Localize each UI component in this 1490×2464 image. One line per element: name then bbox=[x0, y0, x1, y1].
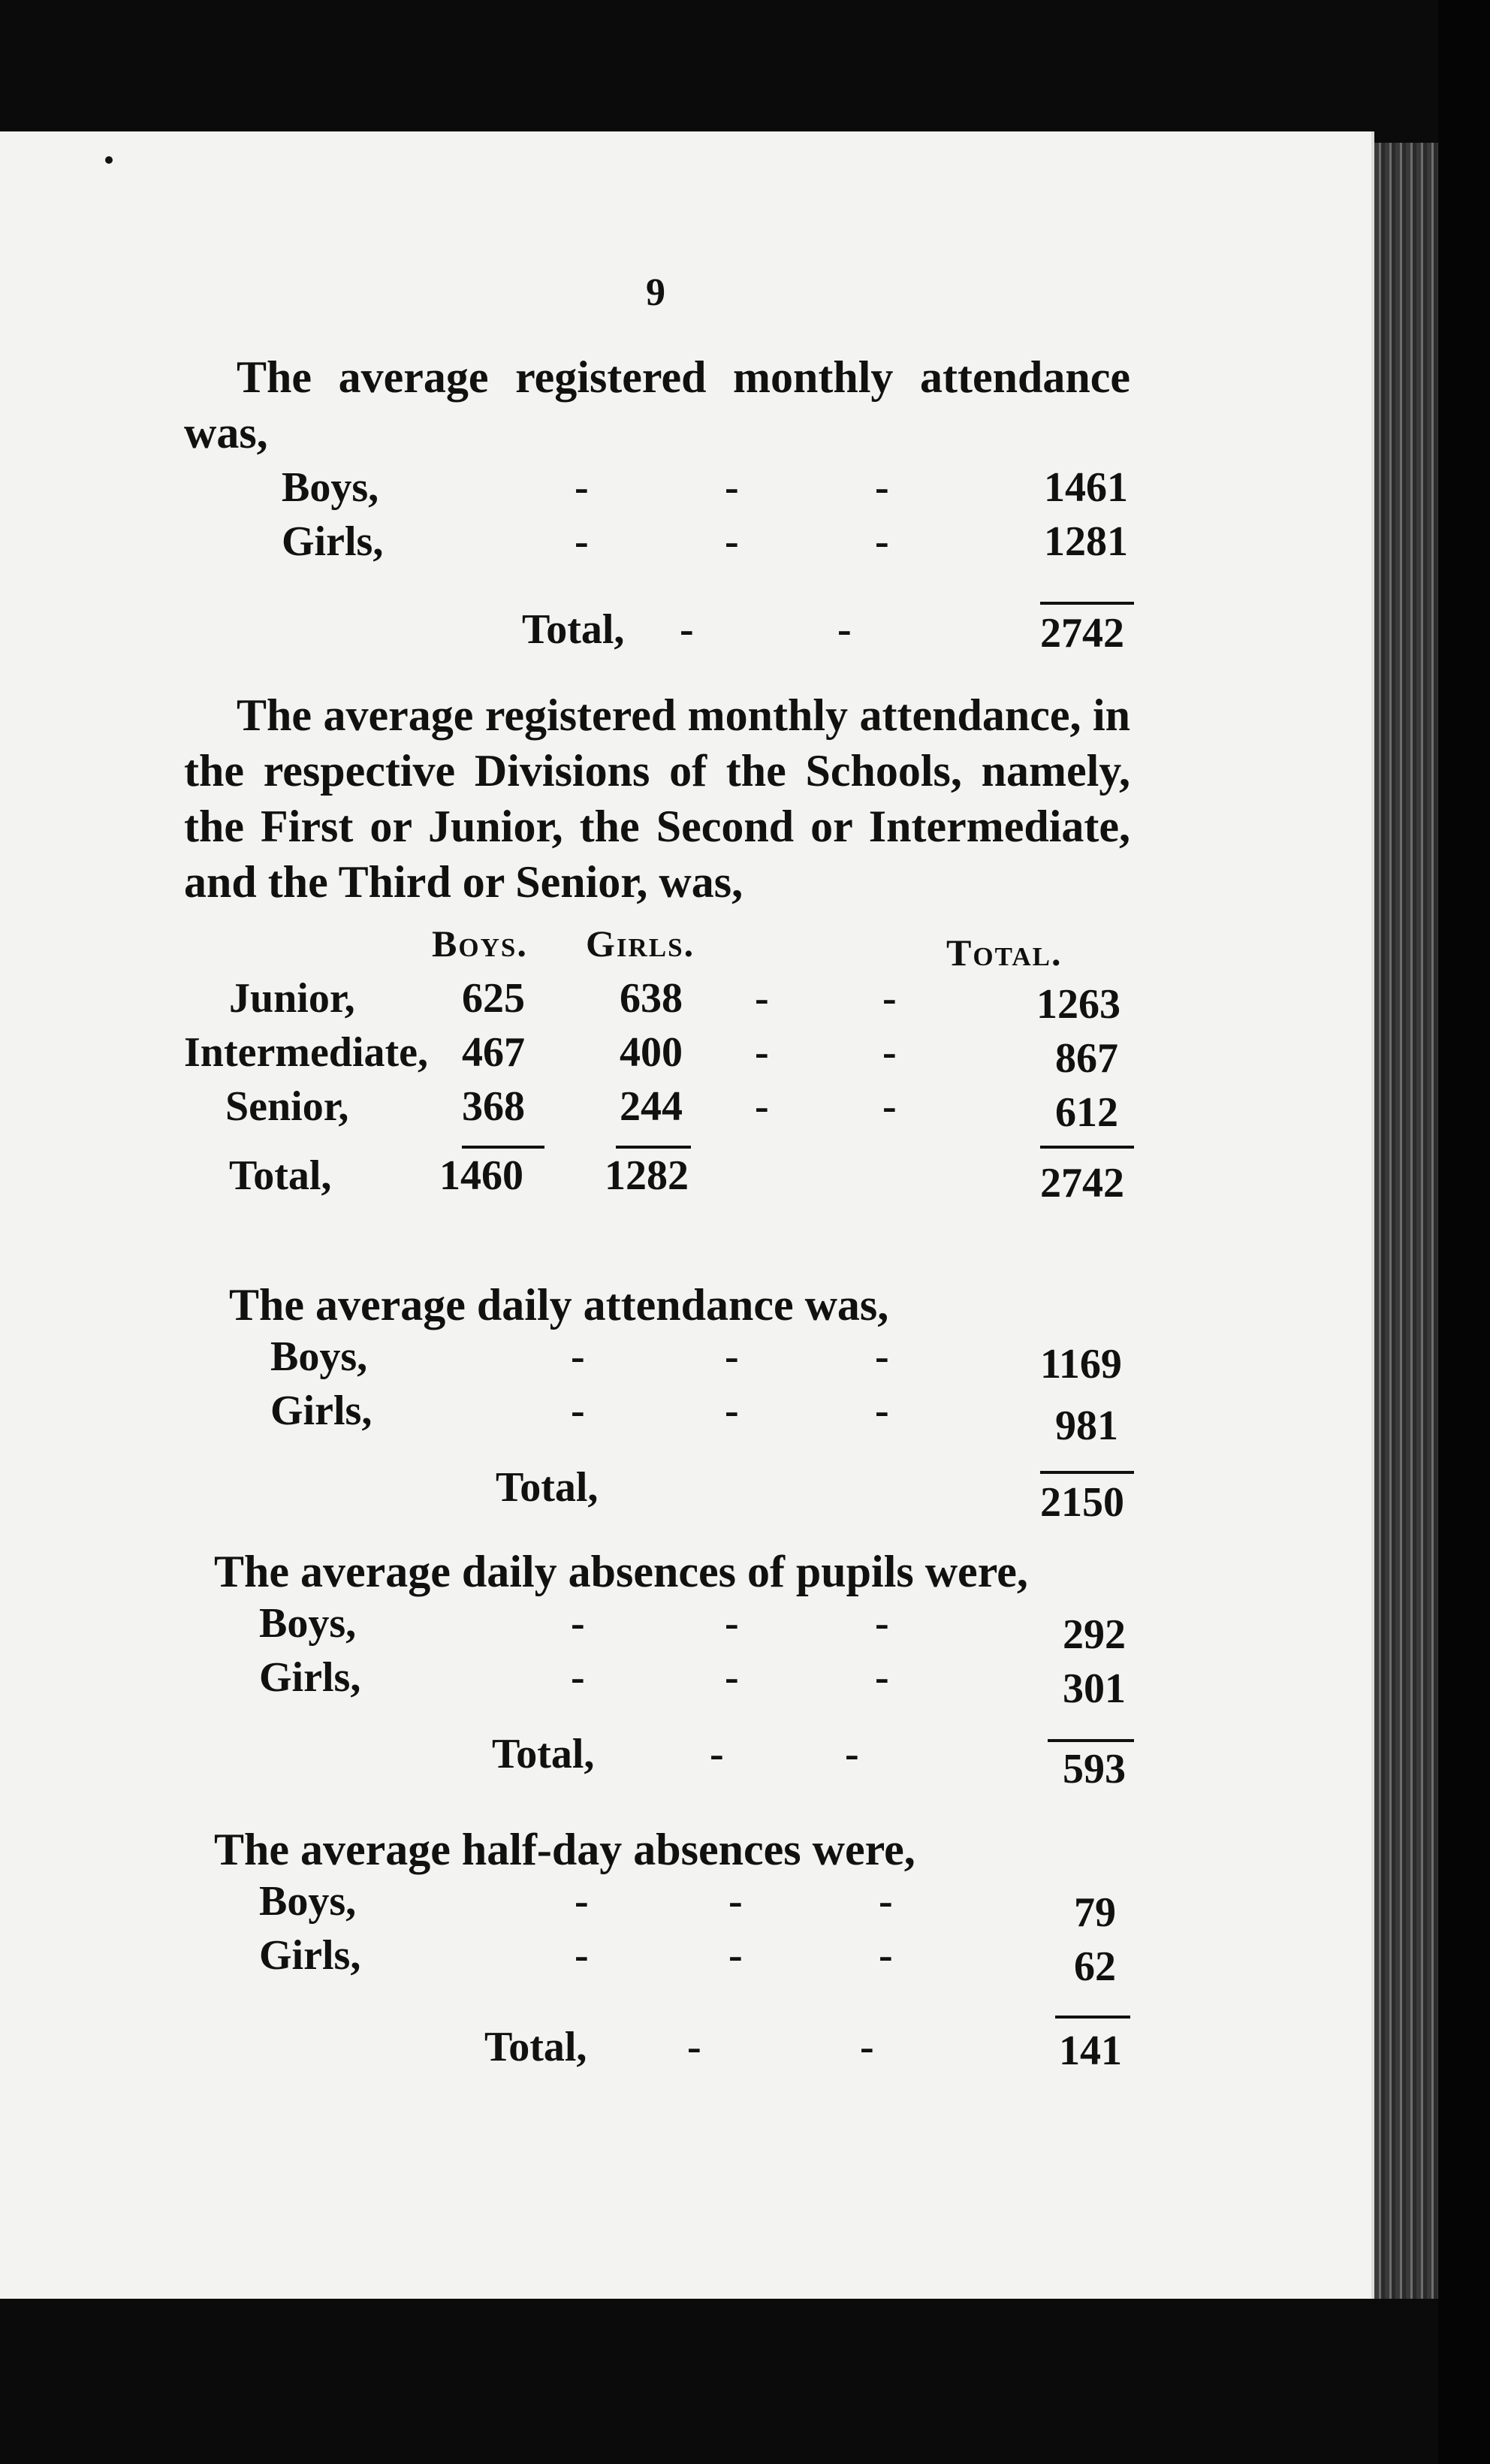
section-division-attendance bbox=[184, 687, 1130, 1204]
table-row bbox=[184, 1387, 1130, 1449]
section-intro: The average daily attendance was, bbox=[229, 1280, 889, 1330]
table-row bbox=[184, 1028, 1130, 1083]
leader-dash: - bbox=[571, 1654, 585, 1701]
total-rule bbox=[1040, 602, 1134, 605]
row-label: Senior, bbox=[225, 1083, 349, 1130]
cell-girls: 1282 bbox=[605, 1152, 689, 1199]
total-rule bbox=[616, 1146, 691, 1149]
leader-dash: - bbox=[680, 606, 694, 653]
cell-boys: 625 bbox=[462, 975, 525, 1022]
leader-dash: - bbox=[687, 2024, 701, 2070]
scan-border bbox=[1438, 0, 1490, 2464]
leader-dash: - bbox=[575, 464, 589, 511]
header-boys: Boys. bbox=[432, 922, 528, 965]
row-label: Junior, bbox=[229, 975, 355, 1022]
total-value: 141 bbox=[1059, 2028, 1122, 2074]
header-girls: Girls. bbox=[586, 922, 695, 965]
cell-total: 1263 bbox=[1036, 981, 1121, 1028]
leader-dash: - bbox=[725, 1600, 739, 1647]
leader-dash: - bbox=[725, 1654, 739, 1701]
total-label: Total, bbox=[492, 1731, 595, 1777]
total-row bbox=[184, 1137, 1130, 1204]
leader-dash: - bbox=[875, 1388, 889, 1434]
row-label: Boys, bbox=[259, 1600, 357, 1647]
header-total: Total. bbox=[946, 932, 1063, 974]
leader-dash: - bbox=[882, 975, 897, 1022]
row-label: Intermediate, bbox=[184, 1029, 429, 1076]
cell-girls: 638 bbox=[620, 975, 683, 1022]
leader-dash: - bbox=[728, 1878, 743, 1925]
total-value: 593 bbox=[1063, 1746, 1126, 1792]
section-daily-attendance bbox=[184, 1277, 1130, 1526]
leader-dash: - bbox=[875, 464, 889, 511]
section-monthly-attendance bbox=[184, 349, 1130, 657]
total-rule bbox=[462, 1146, 544, 1149]
leader-dash: - bbox=[837, 606, 852, 653]
leader-dash: - bbox=[725, 464, 739, 511]
row-value: 292 bbox=[1063, 1611, 1126, 1658]
row-value: 1281 bbox=[1044, 518, 1128, 565]
ink-speck bbox=[105, 156, 113, 164]
total-value: 2742 bbox=[1040, 610, 1124, 657]
table-row bbox=[184, 1083, 1130, 1137]
row-label: Girls, bbox=[282, 518, 384, 565]
leader-dash: - bbox=[875, 1654, 889, 1701]
total-rule bbox=[1040, 1146, 1134, 1149]
cell-boys: 467 bbox=[462, 1029, 525, 1076]
leader-dash: - bbox=[879, 1932, 893, 1979]
cell-total: 2742 bbox=[1040, 1160, 1124, 1206]
section-halfday-absences bbox=[184, 1822, 1130, 2074]
table-row bbox=[184, 464, 1130, 518]
leader-dash: - bbox=[860, 2024, 874, 2070]
leader-dash: - bbox=[882, 1083, 897, 1130]
leader-dash: - bbox=[875, 1600, 889, 1647]
page-number: 9 bbox=[646, 271, 665, 314]
row-value: 981 bbox=[1055, 1403, 1118, 1449]
table-row bbox=[184, 1931, 1130, 1990]
leader-dash: - bbox=[755, 1083, 769, 1130]
row-value: 301 bbox=[1063, 1665, 1126, 1712]
total-rule bbox=[1040, 1471, 1134, 1474]
leader-dash: - bbox=[575, 1878, 589, 1925]
total-row bbox=[184, 1985, 1130, 2074]
table-header bbox=[184, 914, 1130, 974]
section-intro: The average daily absences of pupils were, bbox=[214, 1547, 1028, 1596]
section-daily-absences bbox=[184, 1544, 1130, 1792]
table-row bbox=[184, 1653, 1130, 1712]
total-label: Total, bbox=[484, 2024, 587, 2070]
leader-dash: - bbox=[879, 1878, 893, 1925]
table-row bbox=[184, 974, 1130, 1028]
leader-dash: - bbox=[571, 1388, 585, 1434]
leader-dash: - bbox=[710, 1731, 724, 1777]
cell-boys: 1460 bbox=[439, 1152, 523, 1199]
leader-dash: - bbox=[575, 1932, 589, 1979]
total-value: 2150 bbox=[1040, 1479, 1124, 1526]
table-row bbox=[184, 1877, 1130, 1936]
total-label: Total, bbox=[496, 1464, 599, 1511]
total-row bbox=[184, 572, 1130, 657]
row-value: 79 bbox=[1074, 1889, 1116, 1936]
table-row bbox=[184, 1333, 1130, 1387]
total-rule bbox=[1055, 2016, 1130, 2019]
leader-dash: - bbox=[755, 975, 769, 1022]
leader-dash: - bbox=[882, 1029, 897, 1076]
row-label: Boys, bbox=[270, 1333, 368, 1380]
leader-dash: - bbox=[571, 1333, 585, 1380]
leader-dash: - bbox=[725, 518, 739, 565]
row-label: Girls, bbox=[259, 1932, 361, 1979]
leader-dash: - bbox=[725, 1388, 739, 1434]
cell-girls: 400 bbox=[620, 1029, 683, 1076]
page-edges bbox=[1374, 143, 1438, 2299]
total-label: Total, bbox=[229, 1152, 332, 1199]
table-row bbox=[184, 1599, 1130, 1658]
section-intro: The average registered monthly attendance was, bbox=[184, 352, 1130, 457]
total-row bbox=[184, 1441, 1130, 1526]
row-label: Boys, bbox=[282, 464, 379, 511]
cell-total: 612 bbox=[1055, 1089, 1118, 1136]
section-intro: The average registered monthly attendance, in the respective Divisions of the Schools, namely, the First or Junior, the Second or Intermediate, and the Third or Senior, was, bbox=[184, 690, 1130, 907]
leader-dash: - bbox=[728, 1932, 743, 1979]
leader-dash: - bbox=[875, 518, 889, 565]
row-value: 62 bbox=[1074, 1943, 1116, 1990]
total-label: Total, bbox=[522, 606, 625, 653]
table-row bbox=[184, 518, 1130, 572]
cell-girls: 244 bbox=[620, 1083, 683, 1130]
row-label: Girls, bbox=[270, 1388, 372, 1434]
total-row bbox=[184, 1708, 1130, 1792]
cell-boys: 368 bbox=[462, 1083, 525, 1130]
leader-dash: - bbox=[571, 1600, 585, 1647]
leader-dash: - bbox=[875, 1333, 889, 1380]
section-intro: The average half-day absences were, bbox=[214, 1825, 915, 1874]
leader-dash: - bbox=[575, 518, 589, 565]
row-label: Girls, bbox=[259, 1654, 361, 1701]
leader-dash: - bbox=[845, 1731, 859, 1777]
cell-total: 867 bbox=[1055, 1035, 1118, 1082]
leader-dash: - bbox=[755, 1029, 769, 1076]
row-value: 1169 bbox=[1040, 1341, 1122, 1388]
total-rule bbox=[1048, 1739, 1134, 1742]
leader-dash: - bbox=[725, 1333, 739, 1380]
row-label: Boys, bbox=[259, 1878, 357, 1925]
row-value: 1461 bbox=[1044, 464, 1128, 511]
